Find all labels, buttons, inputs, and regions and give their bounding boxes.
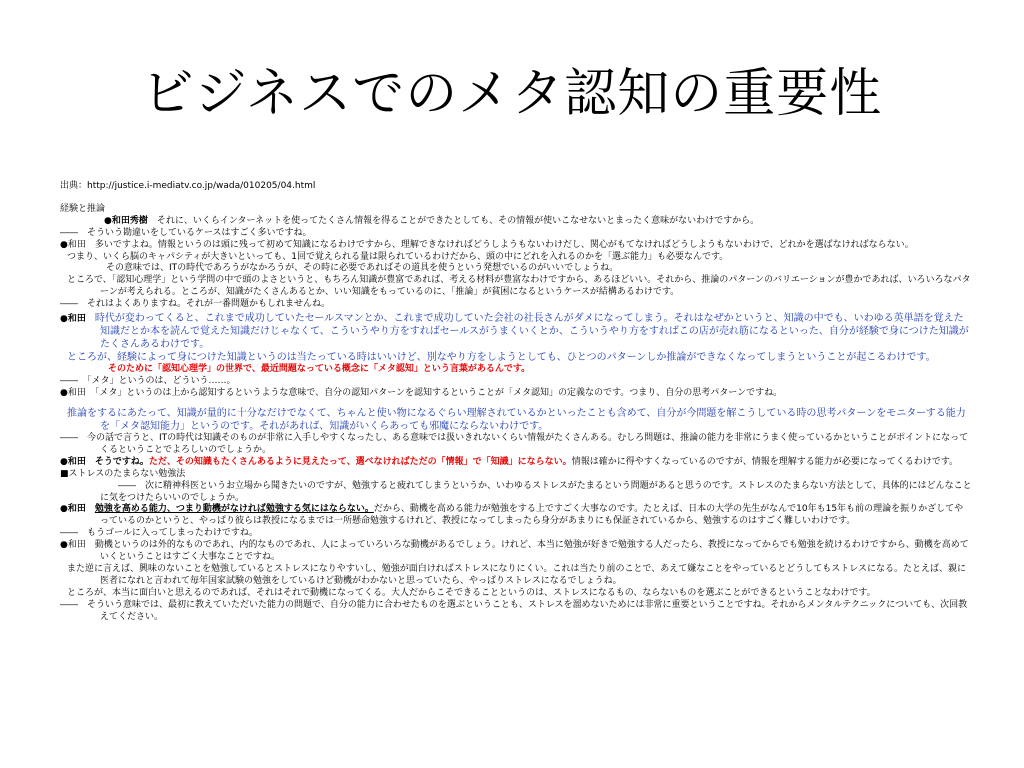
paragraph: ―― もうゴールに入ってしまったわけですね。 (60, 528, 258, 539)
source-citation: 出典：http://justice.i-mediatv.co.jp/wada/010205/04.html (60, 181, 316, 191)
paragraph (60, 313, 972, 352)
paragraph-highlighted: ところが、経験によって身につけた知識というのは当たっている時はいいけど、別なやり方をしようとしても、ひとつのパターンしか推論ができなくなってしまうということが起こるわけです。 (67, 351, 936, 363)
section-heading-experience: 経験と推論 (60, 203, 106, 214)
speaker-label: ●和田秀樹 (104, 215, 148, 226)
paragraph: また逆に言えば、興味のないことを勉強しているとストレスになりやすいし、勉強が面白ければストレスになりにくい。これは当たり前のことで、あえて嫌なことをやっているとどうしてもストレスになる。たとえば、親に医者になれと言われて毎年国家試験の勉強をしているけど動機がわかないと思っていたら、やっぱりストレスになるでしょうね。 (67, 563, 967, 586)
paragraph (60, 457, 972, 469)
slide-title: ビジネスでのメタ認知の重要性 (141, 64, 883, 124)
paragraph (60, 216, 972, 228)
highlighted-text: 時代が変わってくると、これまで成功していたセールスマンとか、これまで成功していた会社の社長さんがダメになってしまう。それはなぜかというと、知識の中でも、いわゆる英単語を覚えた知識だとか本を読んで覚えた知識だけじゃなくて、こういうやり方をすればセールスがうまくいくとか、こういうやり方をすればこの店が売れ筋になるといった、自分が経験で身につけた知識がたくさんあるわけです。 (94, 313, 969, 350)
paragraph: ―― そういう勘違いをしているケースはすごく多いですね。 (60, 227, 312, 238)
paragraph-text: だから、動機を高める能力が勉強をする上ですごく大事なのです。たとえば、日本の大学の先生がなんで10年も15年も前の理論を振りかざしてやっているのかというと、やっぱり彼らは教授になるまでは一所懸命勉強するけれど、教授になってしまったら身分があまりにも保証されているから、勉強するのはすごく難しいわけです。 (100, 504, 964, 527)
paragraph: ●和田 「メタ」というのは上から認知するというような意味で、自分の認知パターンを認知するということが「メタ認知」の定義なのです。つまり、自分の思考パターンですね。 (60, 388, 783, 399)
section-heading-stress: ■ストレスのたまらない勉強法 (60, 468, 186, 479)
paragraph: ●和田 多いですよね。情報というのは頭に残って初めて知識になるわけですから、理解できなければどうしようもないわけだし、関心がもてなければどうしようもないわけで、どれかを選ばなければならない。 (60, 239, 914, 250)
paragraph: ところで、「認知心理学」という学問の中で頭のよさというと、もちろん知識が豊富であれば、考える材料が豊富なわけですから、あるほどいい。それから、推論のパターンのバリエーションが豊かであれば、いろいろなパターンが考えられる。ところが、知識がたくさんあるとか、いい知識をもっているのに、「推論」が貧困になるというケースが結構あるわけです。 (67, 275, 971, 298)
speaker-label: ●和田 (60, 314, 86, 325)
speaker-label: ●和田 そうですね。 (60, 456, 149, 467)
paragraph: ―― それはよくありますね。それが一番問題かもしれませんね。 (60, 299, 331, 310)
speaker-label: ●和田 (60, 504, 95, 515)
paragraph-emphasis: そのために「認知心理学」の世界で、最近問題なっている概念に「メタ認知」という言葉があるんです。 (108, 364, 531, 375)
paragraph-text: それに、いくらインターネットを使ってたくさん情報を得ることができたとしても、その情報が使いこなせないとまったく意味がないわけですから。 (156, 215, 760, 226)
paragraph: その意味では、ITの時代であろうがなかろうが、その時に必要であればその道具を使うという発想でいるのがいいでしょうね。 (106, 263, 619, 274)
paragraph: つまり、いくら脳のキャパシティが大きいといっても、1回で覚えられる量は限られているわけだから、頭の中にどれを入れるのかを「選ぶ能力」も必要なんです。 (67, 251, 729, 262)
paragraph: ●和田 動機というのは外的なものであれ、内的なものであれ、人によっていろいろな動機があるでしょう。けれど、本当に勉強が好きで勉強する人だったら、教授になってからでも勉強を続けるわけですから、動機を高めていくということはすごく大事なことですね。 (60, 540, 969, 563)
slide-body (60, 181, 972, 624)
paragraph-highlighted: 推論をするにあたって、知識が量的に十分なだけでなくて、ちゃんと使い物になるぐらい理解されているかといったことも含めて、自分が今問題を解こうしている時の思考パターンをモニターする能力を「メタ認知能力」というのです。それがあれば、知識がいくらあっても邪魔にならないわけです。 (67, 408, 966, 432)
paragraph-text: 情報は確かに得やすくなっているのですが、情報を理解する能力が必要になってくるわけです。 (571, 456, 958, 467)
paragraph: ところが、本当に面白いと思えるのであれば、それはそれで動機になってくる。大人だからこそできることというのは、ストレスになるもの、ならないものを選ぶことができるということなわけです。 (67, 587, 876, 598)
paragraph: ―― 次に精神科医というお立場から聞きたいのですが、勉強すると疲れてしまうというか、いわゆるストレスがたまるという問題があると思うのです。ストレスのたまらない方法として、具体的にはどんなことに気をつけたらいいのでしょうか。 (100, 480, 972, 503)
paragraph: ―― 今の話で言うと、ITの時代は知識そのものが非常に入手しやすくなったし、ある意味では扱いきれないくらい情報がたくさんある。むしろ問題は、推論の能力を非常にうまく使っているかということがポイントになってくるということでよろしいのでしょうか。 (60, 433, 969, 455)
underlined-emphasis: 勉強を高める能力、つまり動機がなければ勉強する気にはならない。 (94, 504, 374, 515)
emphasis-text: ただ、その知識もたくさんあるように見えたって、選べなければただの「情報」で「知識」にならない。 (148, 456, 572, 467)
paragraph: ―― そういう意味では、最初に教えていただいた能力の問題で、自分の能力に合わせたものを選ぶということも、ストレスを溜めないためには非常に重要ということですね。それからメンタルテクニックについても、次回教えてください。 (60, 599, 968, 622)
paragraph (60, 504, 972, 528)
paragraph: ―― 「メタ」というのは、どういう……。 (60, 376, 236, 387)
